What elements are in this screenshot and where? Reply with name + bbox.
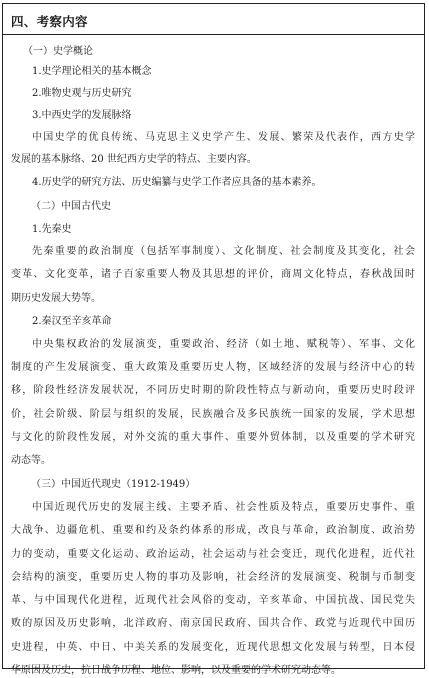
- paragraph-line: 会结构的演变，重要历史人物的事功及影响，社会经济的发展演变、税制与币制变: [11, 572, 415, 583]
- subsection-heading: （一）史学概论: [23, 46, 93, 57]
- list-item: 2.唯物史观与历史研究: [32, 88, 132, 99]
- paragraph-line: 移，阶段性经济发展状况，不同历史时期的阶段性特点与新动向，重要历史时段评: [11, 385, 415, 396]
- paragraph-line: 发展的基本脉络、20 世纪西方史学的特点、主要内容。: [11, 154, 257, 165]
- paragraph-line: 先秦重要的政治制度（包括军事制度）、文化制度、社会制度及其变化，社会: [32, 246, 415, 257]
- list-item: 1.先秦史: [32, 224, 72, 235]
- content-table: [2, 3, 425, 676]
- paragraph-line: 力的变动，重要文化运动、政治运动，社会运动与社会变迁，现代化进程，近代社: [11, 549, 415, 560]
- paragraph-line: 中国史学的优良传统、马克思主义史学产生、发展、繁荣及代表作，西方史学: [32, 132, 415, 143]
- paragraph-line: 制度的产生发展演变、重大政策及重要历史人物，区域经济的发展与经济中心的转: [11, 362, 415, 373]
- subsection-heading: （二）中国古代史: [31, 201, 111, 212]
- list-item: 4.历史学的研究方法、历史编纂与史学工作者应具备的基本素养。: [32, 177, 322, 188]
- paragraph-line: 价，社会阶级、阶层与组织的发展，民族融合及多民族统一国家的发展，学术思想: [11, 409, 415, 420]
- paragraph-line: 大战争、边疆危机、重要和约及条约体系的形成，改良与革命，政治制度、政治势: [11, 525, 415, 536]
- section-heading: 四、考察内容: [3, 4, 424, 35]
- paragraph-line: 动态等。: [11, 455, 51, 466]
- paragraph-line: 变革、文化变革，诸子百家重要人物及其思想的评价，商周文化特点，春秋战国时: [11, 269, 415, 280]
- paragraph-line: 与文化的阶段性发展，对外交流的重大事件、重要外贸体制，以及重要的学术研究: [11, 432, 415, 443]
- list-item: 2.秦汉至辛亥革命: [32, 316, 112, 327]
- list-item: 1.史学理论相关的基本概念: [32, 66, 152, 77]
- paragraph-line: 华原因及历史，抗日战争历程、地位、影响，以及重要的学术研究动态等。: [11, 665, 341, 676]
- list-item: 3.中西史学的发展脉络: [32, 110, 132, 121]
- subsection-heading: （三）中国近代现史（1912-1949）: [31, 479, 196, 490]
- paragraph-line: 中国近现代历史的发展主线、主要矛盾、社会性质及特点，重要历史事件、重: [32, 502, 415, 513]
- paragraph-line: 败的原因及历史影响，北洋政府、南京国民政府、国共合作、政党与近现代中国历: [11, 618, 415, 629]
- paragraph-line: 革、与中国现代化进程，近现代社会风俗的变动，辛亥革命、中国抗战、国民党失: [11, 595, 415, 606]
- paragraph-line: 期历史发展大势等。: [11, 293, 101, 304]
- paragraph-line: 中央集权政治的发展演变，重要政治、经济（如土地、赋税等）、军事、文化: [32, 339, 415, 350]
- paragraph-line: 史进程，中英、中日、中美关系的发展变化，近现代思想文化发展与转型，日本侵: [11, 642, 415, 653]
